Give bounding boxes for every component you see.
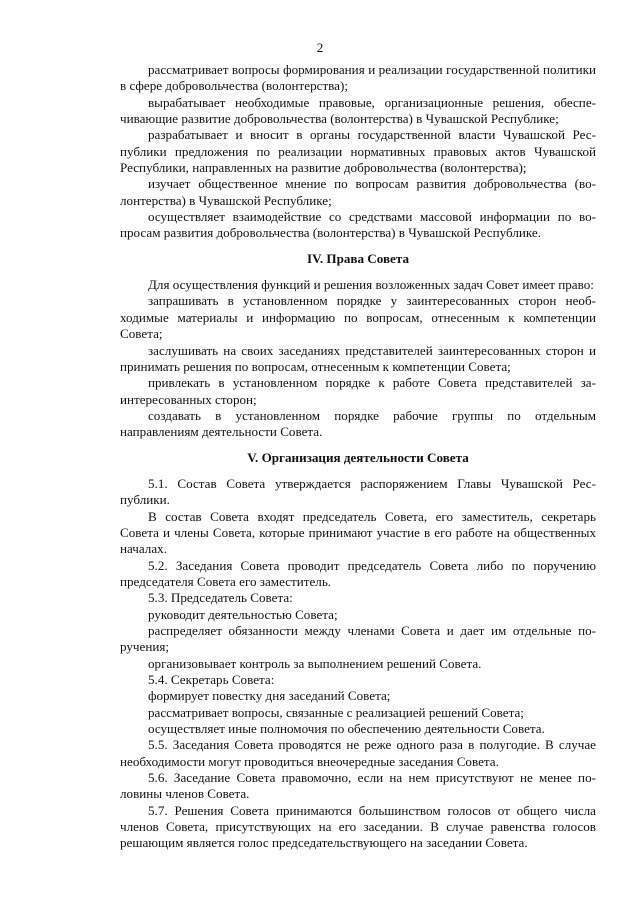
- paragraph: распределяет обязанности между членами Совета и дает им отдельные поручения;: [120, 623, 596, 655]
- paragraph: 5.3. Председатель Совета:: [148, 590, 293, 606]
- paragraph: разрабатывает и вносит в органы государственной власти Чувашской Республики предложения по реализации нормативных правовых актов Чувашской Республики, направленных на развитие добровольчества (волонтерства);: [120, 127, 596, 176]
- paragraph: осуществляет взаимодействие со средствами массовой информации по вопросам развития добровольчества (волонтерства) в Чувашской Республике.: [120, 209, 596, 241]
- paragraph: изучает общественное мнение по вопросам развития добровольчества (волонтерства) в Чувашской Республике;: [120, 176, 596, 208]
- section-heading-organization: V. Организация деятельности Совета: [247, 449, 469, 465]
- paragraph: 5.5. Заседания Совета проводятся не реже одного раза в полугодие. В случае необходимости могут проводиться внеочередные заседания Совета.: [120, 737, 596, 769]
- paragraph: 5.6. Заседание Совета правомочно, если на нем присутствуют не менее половины членов Совета.: [120, 770, 596, 802]
- paragraph: вырабатывает необходимые правовые, организационные решения, обеспечивающие развитие добровольчества (волонтерства) в Чувашской Республике;: [120, 94, 596, 127]
- paragraph: привлекать в установленном порядке к работе Совета представителей заинтересованных сторон;: [120, 375, 596, 407]
- paragraph: рассматривает вопросы, связанные с реализацией решений Совета;: [148, 704, 524, 720]
- paragraph: 5.2. Заседания Совета проводит председатель Совета либо по поручению председателя Совета его заместитель.: [120, 557, 596, 589]
- paragraph: запрашивать в установленном порядке у заинтересованных сторон необходимые материалы и информацию по вопросам, отнесенным к компетенции Совета;: [120, 293, 596, 342]
- paragraph: осуществляет иные полномочия по обеспечению деятельности Совета.: [148, 721, 545, 737]
- paragraph: Для осуществления функций и решения возложенных задач Совет имеет право:: [148, 277, 594, 293]
- paragraph: формирует повестку дня заседаний Совета;: [148, 688, 391, 704]
- section-heading-rights: IV. Права Совета: [306, 250, 409, 266]
- paragraph: В состав Совета входят председатель Совета, его заместитель, секретарь Совета и члены Совета, которые принимают участие в его работе на общественных началах.: [120, 508, 596, 557]
- document-body: [120, 62, 596, 852]
- paragraph: заслушивать на своих заседаниях представителей заинтересованных сторон и принимать решения по вопросам, отнесенным к компетенции Совета;: [120, 342, 596, 374]
- paragraph: 5.1. Состав Совета утверждается распоряжением Главы Чувашской Республики.: [120, 475, 596, 508]
- paragraph: создавать в установленном порядке рабочие группы по отдельным направлениям деятельности Совета.: [120, 407, 596, 440]
- paragraph: 5.4. Секретарь Совета:: [148, 672, 275, 688]
- paragraph: организовывает контроль за выполнением решений Совета.: [148, 655, 482, 671]
- page-number: 2: [316, 40, 324, 55]
- paragraph: 5.7. Решения Совета принимаются большинством голосов от общего числа членов Совета, присутствующих на его заседании. В случае равенства голосов решающим является голос председательствующего на заседании Совета.: [120, 802, 596, 851]
- paragraph: руководит деятельностью Совета;: [148, 606, 338, 622]
- paragraph: рассматривает вопросы формирования и реализации государственной политики в сфере добровольчества (волонтерства);: [120, 62, 596, 94]
